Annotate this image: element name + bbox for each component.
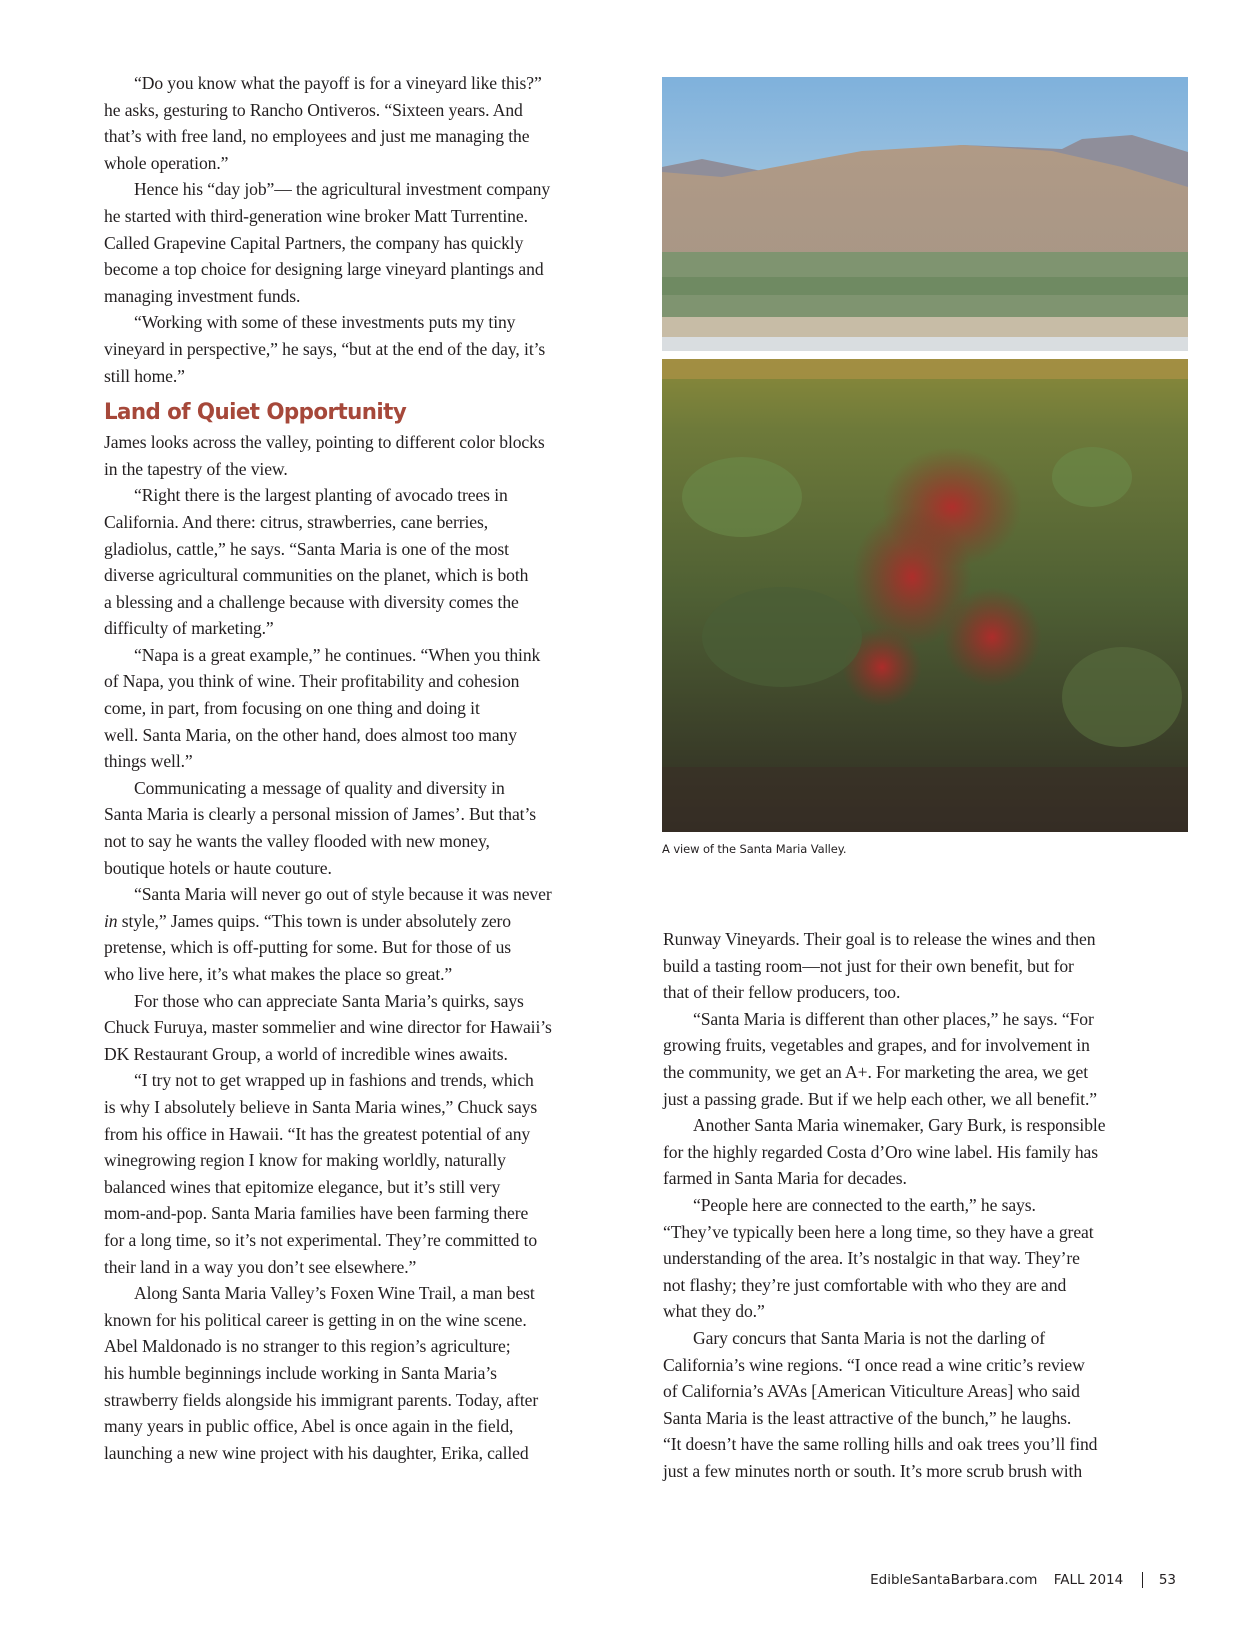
text-line: still home.” (104, 365, 185, 386)
text-line: “They’ve typically been here a long time, so they have a great (663, 1221, 1094, 1242)
footer-website: EdibleSantaBarbara.com (870, 1572, 1038, 1588)
text-line: gladiolus, cattle,” he says. “Santa Maria is one of the most (104, 538, 509, 559)
text-line: he started with third-generation wine broker Matt Turrentine. (104, 205, 528, 226)
text-line: “Napa is a great example,” he continues. “When you think (134, 644, 541, 665)
paragraph (663, 1192, 1163, 1325)
text-line: “Do you know what the payoff is for a vineyard like this?” (134, 73, 542, 93)
text-line: DK Restaurant Group, a world of incredible wines awaits. (104, 1043, 508, 1064)
text-line: Abel Maldonado is no stranger to this region’s agriculture; (104, 1336, 511, 1357)
paragraph (104, 176, 594, 309)
vineyard-photo (662, 77, 1188, 832)
footer-divider (1142, 1572, 1143, 1588)
text-line: that’s with free land, no employees and just me managing the (104, 126, 530, 147)
paragraph (104, 429, 594, 482)
text-line: “Santa Maria is different than other places,” he says. “For (693, 1008, 1094, 1029)
text-line: the community, we get an A+. For marketing the area, we get (663, 1061, 1089, 1082)
red-leaves (942, 587, 1042, 687)
green-leaves (1062, 647, 1182, 747)
text-line: Hence his “day job”— the agricultural investment company (134, 179, 551, 200)
text-line: for the highly regarded Costa d’Oro wine label. His family has (663, 1141, 1098, 1162)
paragraph (104, 70, 594, 176)
text-line: Along Santa Maria Valley’s Foxen Wine Trail, a man best (134, 1283, 535, 1304)
paragraph (104, 775, 594, 881)
text-line: many years in public office, Abel is once again in the field, (104, 1416, 514, 1437)
text-line: winegrowing region I know for making worldly, naturally (104, 1150, 506, 1171)
text-line: strawberry fields alongside his immigrant parents. Today, after (104, 1389, 539, 1410)
text-line: launching a new wine project with his daughter, Erika, called (104, 1442, 529, 1463)
text-line: become a top choice for designing large vineyard plantings and (104, 259, 544, 280)
text-line: come, in part, from focusing on one thing and doing it (104, 698, 480, 719)
text-line: growing fruits, vegetables and grapes, and for involvement in (663, 1035, 1090, 1056)
vineyard-top-row (662, 359, 1188, 379)
footer-season: FALL 2014 (1053, 1572, 1124, 1588)
text-line: Santa Maria is clearly a personal mission of James’. But that’s (104, 804, 536, 825)
text-line: things well.” (104, 751, 193, 772)
text-line: a blessing and a challenge because with diversity comes the (104, 591, 519, 612)
line-rest: style,” James quips. “This town is under absolutely zero (117, 910, 512, 931)
text-line: his humble beginnings include working in Santa Maria’s (104, 1362, 497, 1383)
green-leaves (682, 457, 802, 537)
text-line: mom-and-pop. Santa Maria families have been farming there (104, 1203, 529, 1224)
text-line: not to say he wants the valley flooded with new money, (104, 831, 490, 852)
text-line: difficulty of marketing.” (104, 618, 274, 639)
paragraph (104, 988, 594, 1068)
text-line: Another Santa Maria winemaker, Gary Burk, is responsible (693, 1115, 1106, 1136)
paragraph (104, 309, 594, 389)
paragraph (104, 1280, 594, 1466)
paragraph (104, 881, 594, 987)
text-line: farmed in Santa Maria for decades. (663, 1168, 907, 1189)
vineyard-photo-illustration (662, 77, 1188, 832)
italic-word: in (104, 910, 118, 931)
vine-shadows (662, 767, 1188, 832)
paragraph (104, 482, 594, 642)
paragraphs-after-heading (104, 429, 594, 1466)
text-line: California. And there: citrus, strawberries, cane berries, (104, 511, 489, 532)
text-line: from his office in Hawaii. “It has the greatest potential of any (104, 1123, 531, 1144)
text-line: Gary concurs that Santa Maria is not the darling of (693, 1327, 1046, 1348)
text-line: For those who can appreciate Santa Maria’s quirks, says (134, 990, 524, 1011)
text-line: for a long time, so it’s not experimental. They’re committed to (104, 1229, 538, 1250)
text-line: Communicating a message of quality and diversity in (134, 777, 505, 798)
text-line: their land in a way you don’t see elsewhere.” (104, 1256, 417, 1277)
page-number: 53 (1158, 1572, 1176, 1588)
text-line: of California’s AVAs [American Viticulture Areas] who said (663, 1381, 1080, 1402)
text-line: “Santa Maria will never go out of style because it was never (134, 884, 552, 905)
text-line: managing investment funds. (104, 285, 301, 306)
text-line: California’s wine regions. “I once read a wine critic’s review (663, 1354, 1085, 1375)
text-line: who live here, it’s what makes the place so great.” (104, 964, 453, 984)
text-line (104, 908, 594, 935)
text-line: pretense, which is off-putting for some. But for those of us (104, 937, 512, 958)
photo-caption: A view of the Santa Maria Valley. (662, 842, 847, 856)
text-line: understanding of the area. It’s nostalgic in that way. They’re (663, 1248, 1080, 1269)
paragraph (663, 1112, 1163, 1192)
right-paragraphs (663, 926, 1163, 1484)
greenhouse-strip (662, 337, 1188, 351)
text-line: balanced wines that epitomize elegance, but it’s still very (104, 1176, 501, 1197)
text-line: he asks, gesturing to Rancho Ontiveros. “Sixteen years. And (104, 99, 523, 120)
page-footer (0, 1572, 1176, 1588)
text-line: in the tapestry of the view. (104, 458, 288, 479)
text-line: Runway Vineyards. Their goal is to release the wines and then (663, 929, 1096, 949)
text-line: diverse agricultural communities on the planet, which is both (104, 565, 529, 586)
text-line: just a passing grade. But if we help each other, we all benefit.” (663, 1088, 1097, 1109)
text-line: boutique hotels or haute couture. (104, 857, 332, 878)
text-line: known for his political career is getting in on the wine scene. (104, 1309, 527, 1330)
text-line: that of their fellow producers, too. (663, 982, 901, 1003)
paragraph (104, 1067, 594, 1280)
paragraph (663, 926, 1163, 1006)
text-line: not flashy; they’re just comfortable with who they are and (663, 1274, 1067, 1295)
paragraph (104, 642, 594, 775)
section-heading: Land of Quiet Opportunity (104, 399, 407, 426)
right-text-column (663, 926, 1163, 1484)
text-line: “It doesn’t have the same rolling hills and oak trees you’ll find (663, 1434, 1098, 1455)
text-line: “Right there is the largest planting of avocado trees in (134, 485, 508, 506)
text-line: just a few minutes north or south. It’s more scrub brush with (663, 1460, 1083, 1481)
text-line: Santa Maria is the least attractive of the bunch,” he laughs. (663, 1407, 1072, 1428)
text-line: vineyard in perspective,” he says, “but at the end of the day, it’s (104, 338, 546, 359)
text-line: “People here are connected to the earth,” he says. (693, 1194, 1036, 1215)
field-strip (662, 277, 1188, 295)
text-line: whole operation.” (104, 152, 229, 173)
text-line: Chuck Furuya, master sommelier and wine director for Hawaii’s (104, 1017, 552, 1038)
paragraphs-before-heading (104, 70, 594, 389)
green-leaves (1052, 447, 1132, 507)
text-line: James looks across the valley, pointing to different color blocks (104, 432, 545, 453)
paragraph (663, 1325, 1163, 1485)
text-line: what they do.” (663, 1301, 765, 1322)
text-line: build a tasting room—not just for their own benefit, but for (663, 955, 1074, 976)
text-line: is why I absolutely believe in Santa Maria wines,” Chuck says (104, 1096, 538, 1117)
text-line: “I try not to get wrapped up in fashions and trends, which (134, 1070, 534, 1091)
text-line: of Napa, you think of wine. Their profitability and cohesion (104, 671, 520, 692)
green-leaves (702, 587, 862, 687)
text-line: Called Grapevine Capital Partners, the company has quickly (104, 232, 524, 253)
left-text-column (104, 70, 594, 1466)
paragraph (663, 1006, 1163, 1112)
text-line: well. Santa Maria, on the other hand, does almost too many (104, 724, 517, 745)
text-line: “Working with some of these investments puts my tiny (134, 312, 516, 333)
